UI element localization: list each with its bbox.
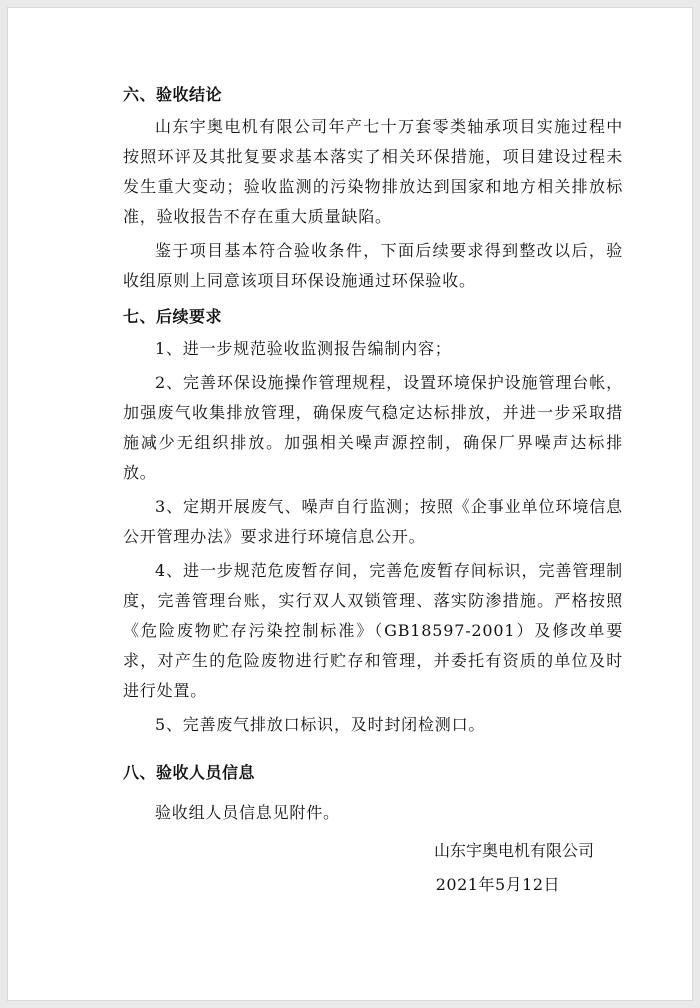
- requirement-item-3: 3、定期开展废气、噪声自行监测；按照《企事业单位环境信息公开管理办法》要求进行环境信息公开。: [123, 497, 623, 546]
- document-body: [123, 78, 623, 828]
- signature-date: 2021年5月12日: [435, 875, 560, 894]
- section-7-heading: 七、后续要求: [123, 307, 223, 326]
- requirement-item-5: 5、完善废气排放口标识，及时封闭检测口。: [155, 715, 486, 734]
- section-6-paragraph-2: 鉴于项目基本符合验收条件，下面后续要求得到整改以后，验收组原则上同意该项目环保设施通过环保验收。: [123, 241, 623, 290]
- signature-block: [434, 834, 594, 902]
- requirement-item-1: 1、进一步规范验收监测报告编制内容；: [155, 339, 452, 358]
- requirement-item-4: 4、进一步规范危废暂存间，完善危废暂存间标识，完善管理制度，完善管理台账，实行双人双锁管理、落实防渗措施。严格按照《危险废物贮存污染控制标准》（GB18597-2001）及修改单要求，对产生的危险废物进行贮存和管理，并委托有资质的单位及时进行处置。: [123, 561, 623, 700]
- section-6-paragraph-1: 山东宇奥电机有限公司年产七十万套零类轴承项目实施过程中按照环评及其批复要求基本落实了相关环保措施，项目建设过程未发生重大变动；验收监测的污染物排放达到国家和地方相关排放标准，验收报告不存在重大质量缺陷。: [123, 117, 623, 226]
- section-6-heading: 六、验收结论: [123, 85, 223, 104]
- section-8-paragraph-1: 验收组人员信息见附件。: [155, 803, 340, 822]
- requirement-item-2: 2、完善环保设施操作管理规程，设置环境保护设施管理台帐，加强废气收集排放管理，确保废气稳定达标排放，并进一步采取措施减少无组织排放。加强相关噪声源控制，确保厂界噪声达标排放。: [123, 373, 623, 482]
- document-page: [7, 7, 693, 1001]
- section-8-heading: 八、验收人员信息: [123, 763, 256, 782]
- signature-company: 山东宇奥电机有限公司: [433, 841, 594, 860]
